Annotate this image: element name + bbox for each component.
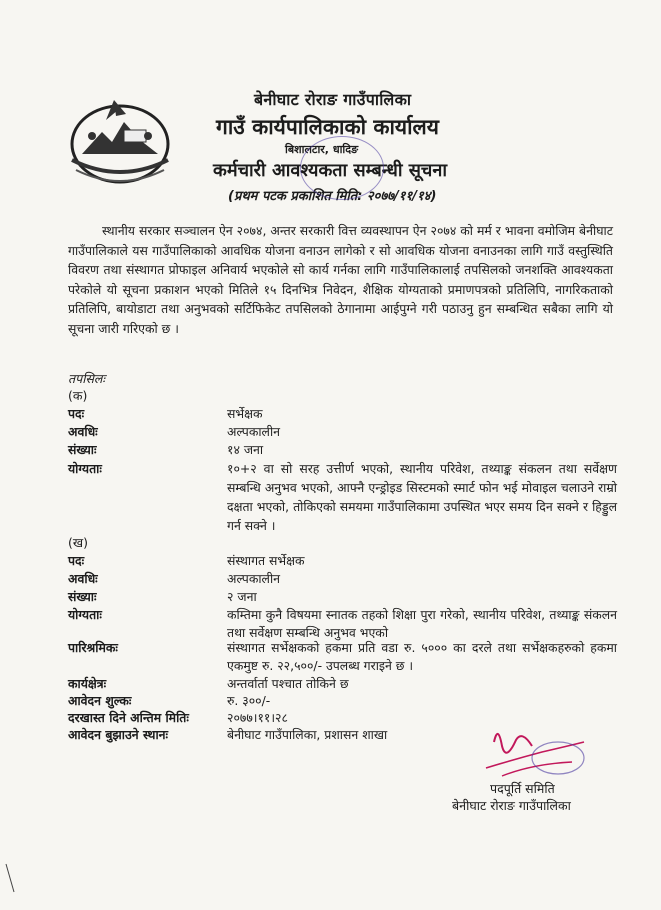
work-area-key: कार्यक्षेत्रः <box>68 676 107 691</box>
office-stamp <box>300 136 384 200</box>
duration-key: अवधिः <box>68 424 98 439</box>
work-area-value: अन्तर्वार्ता पश्चात तोकिने छ <box>227 676 349 691</box>
qualification-value: कम्तिमा कुनै विषयमा स्नातक तहको शिक्षा पुरा गरेको, स्थानीय परिवेश, तथ्याङ्क संकलन तथा सर्वेक्षण सम्बन्धि अनुभव भएको <box>227 607 617 640</box>
post-value: सर्भेक्षक <box>227 406 263 421</box>
duration-key: अवधिः <box>68 571 98 586</box>
post-value: संस्थागत सर्भेक्षक <box>227 553 305 568</box>
government-emblem-icon <box>62 92 180 188</box>
qualification-value: १०+२ वा सो सरह उत्तीर्ण भएको, स्थानीय परिवेश, तथ्याङ्क संकलन तथा सर्वेक्षण सम्बन्धि अनुभव भएको, आफ्नै एन्ड्रोइड सिस्टमको स्मार्ट फोन भई मोवाइल चलाउने राम्रो दक्षता भएको, तोकिएको समयमा गाउँपालिकामा उपस्थित भएर समय दिन सक्ने र हिड्डुल गर्न सक्ने । <box>227 461 617 533</box>
details-heading: तपसिलः <box>68 371 105 386</box>
notice-body <box>68 221 613 338</box>
office-title: गाउँ कार्यपालिकाको कार्यालय <box>216 115 439 139</box>
signatory-organization: बेनीघाट रोराङ गाउँपालिका <box>452 798 571 813</box>
signatory-committee: पदपूर्ति समिति <box>490 781 555 796</box>
section-b-label: (ख) <box>68 535 88 550</box>
pay-key: पारिश्रमिकः <box>68 640 118 655</box>
office-address: बिशालटार, धादिङ <box>285 143 359 156</box>
count-value: १४ जना <box>227 442 264 457</box>
deadline-key: दरखास्त दिने अन्तिम मितिः <box>68 710 189 725</box>
qualification-key: योग्यताः <box>68 607 102 622</box>
post-key: पदः <box>68 553 85 568</box>
notice-body-text: स्थानीय सरकार सञ्चालन ऐन २०७४, अन्तर सरकारी वित्त व्यवस्थापन ऐन २०७४ को मर्म र भावना वमोजिम बेनीघाट गाउँपालिकाले यस गाउँपालिकाको आवधिक योजना वनाउन लागेको र सो आवधिक योजना वनाउनका लागि गाउँ वस्तुस्थिति विवरण तथा संस्थागत प्रोफाइल अनिवार्य भएकोले सो कार्य गर्नका लागि गाउँपालिकालाई तपसिलको जनशक्ति आवश्यकता परेकोले यो सूचना प्रकाशन भएको मितिले १५ दिनभित्र निवेदन, शैक्षिक योग्यताको प्रमाणपत्रको प्रतिलिपि, नागरिकताको प्रतिलिपि, बायोडाटा तथा अनुभवको सर्टिफिकेट तपसिलको ठेगानामा आईपुग्ने गरी पठाउनु हुन सम्बन्धित सबैका लागि यो सूचना जारी गरिएको छ । <box>68 223 613 336</box>
submission-place-value: बेनीघाट गाउँपालिका, प्रशासन शाखा <box>227 727 388 742</box>
post-key: पदः <box>68 406 85 421</box>
count-key: संख्याः <box>68 442 97 457</box>
deadline-value: २०७७।११।२८ <box>227 710 288 725</box>
duration-value: अल्पकालीन <box>227 571 281 586</box>
section-a-label: (क) <box>68 388 88 403</box>
duration-value: अल्पकालीन <box>227 424 281 439</box>
pay-value: संस्थागत सर्भेक्षकको हकमा प्रति वडा रु. ५००० का दरले तथा सर्भेक्षकहरुको हकमा एकमुष्ट रु. २२,५००/- उपलब्ध गराइने छ । <box>227 640 617 673</box>
count-key: संख्याः <box>68 589 97 604</box>
submission-place-key: आवेदन बुझाउने स्थानः <box>68 727 169 742</box>
notice-title: कर्मचारी आवश्यकता सम्बन्धी सूचना <box>213 160 448 181</box>
municipality-name: बेनीघाट रोराङ गाउँपालिका <box>254 90 412 109</box>
margin-mark <box>4 862 16 894</box>
publication-date: (प्रथम पटक प्रकाशित मिति: २०७७/११/१४) <box>228 189 437 204</box>
qualification-key: योग्यताः <box>68 461 102 476</box>
application-fee-key: आवेदन शुल्कः <box>68 693 132 708</box>
count-value: २ जना <box>227 589 257 604</box>
application-fee-value: रु. ३००/- <box>227 693 271 708</box>
